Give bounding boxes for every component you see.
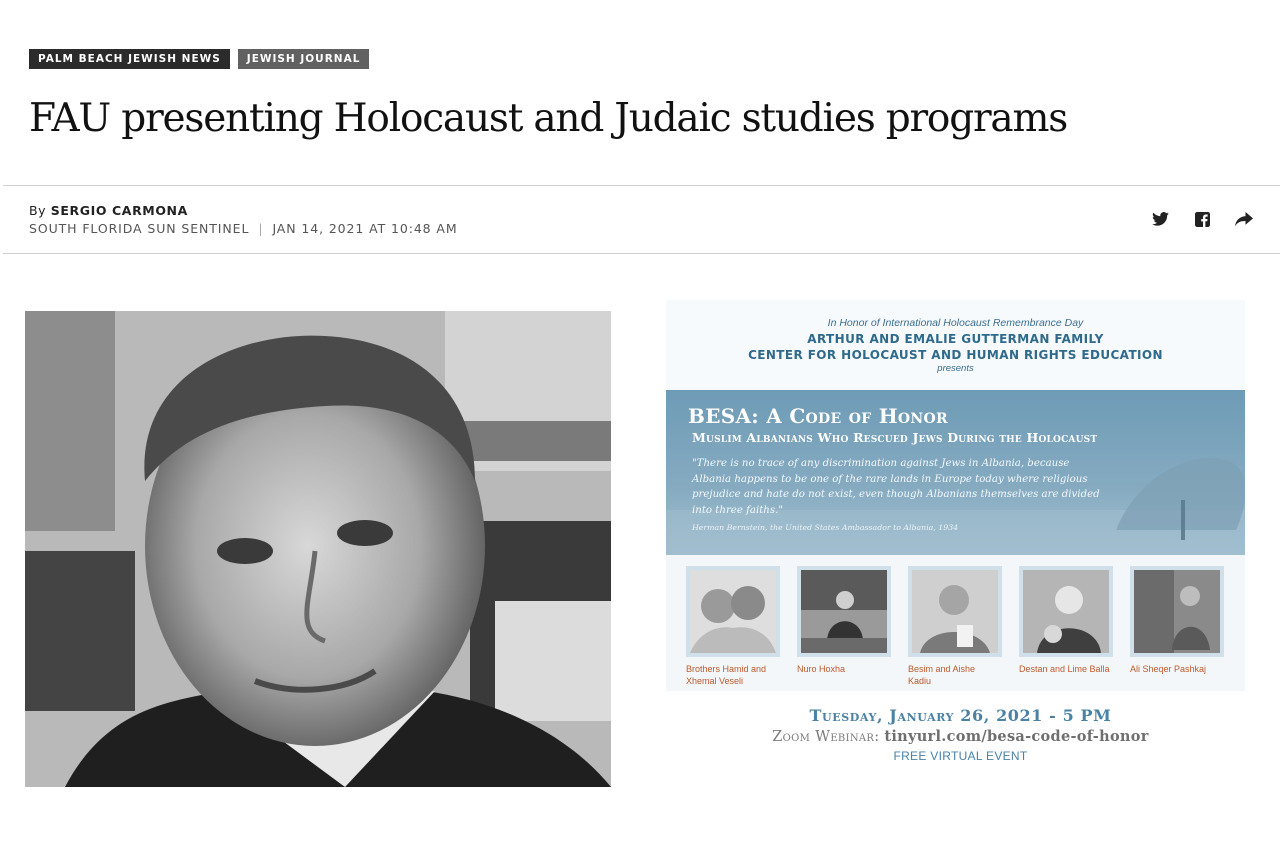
author-name[interactable]: SERGIO CARMONA — [50, 203, 188, 218]
flyer-org-line1: ARTHUR AND EMALIE GUTTERMAN FAMILY — [807, 332, 1104, 346]
flyer-title-band — [666, 390, 1245, 555]
divider-bottom — [3, 253, 1280, 254]
rescuer-caption: Ali Sheqer Pashkaj — [1130, 664, 1207, 674]
share-toolbar — [1150, 210, 1254, 228]
rescuer-caption: Brothers Hamid and Xhemal Veseli — [686, 664, 767, 686]
event-webinar — [666, 728, 1255, 745]
tag-palm-beach-jewish-news[interactable]: PALM BEACH JEWISH NEWS — [29, 49, 230, 69]
twitter-icon[interactable] — [1150, 210, 1170, 228]
flyer-quote-attribution: Herman Bernstein, the United States Ambassador to Albania, 1934 — [692, 523, 959, 532]
rescuer-photo-kadiu — [908, 566, 1002, 657]
rescuer-photo-card — [1019, 566, 1130, 687]
rescuer-photo-veseli — [686, 566, 780, 657]
publish-date: JAN 14, 2021 AT 10:48 AM — [272, 221, 458, 236]
free-event-label: FREE VIRTUAL EVENT — [893, 749, 1028, 763]
author-line — [29, 203, 458, 218]
webinar-label: Zoom Webinar: — [772, 729, 880, 745]
flyer-quote: "There is no trace of any discrimination against Jews in Albania, because Albania happens to be one of the rare lands in Europe today where religious prejudice and hate do not exist, even though Albanians themselves are divided into three faiths." — [692, 458, 1100, 516]
portrait-photo — [25, 311, 611, 787]
flyer-presents: presents — [937, 363, 974, 374]
share-arrow-icon[interactable] — [1234, 210, 1254, 228]
rescuer-photo-card — [797, 566, 908, 687]
rescuer-photo-card — [908, 566, 1019, 687]
rescuer-photo-pashkaj — [1130, 566, 1224, 657]
rescuer-photo-balla — [1019, 566, 1113, 657]
author-prefix: By — [29, 203, 47, 218]
meta-separator: | — [258, 221, 264, 236]
flyer-header — [666, 300, 1245, 390]
rescuer-caption: Besim and Aishe Kadiu — [908, 664, 976, 686]
event-flyer — [666, 300, 1245, 691]
article-headline: FAU presenting Holocaust and Judaic studies programs — [29, 96, 1068, 141]
flyer-org-line2: CENTER FOR HOLOCAUST AND HUMAN RIGHTS EDUCATION — [748, 348, 1163, 362]
divider-top — [3, 185, 1280, 186]
rescuer-photos — [686, 566, 1241, 687]
rescuer-caption: Nuro Hoxha — [797, 664, 846, 674]
byline-meta — [29, 221, 458, 236]
webinar-link[interactable]: tinyurl.com/besa-code-of-honor — [884, 728, 1149, 745]
tag-jewish-journal[interactable]: JEWISH JOURNAL — [238, 49, 370, 69]
flyer-subtitle: Muslim Albanians Who Rescued Jews During the Holocaust — [692, 430, 1098, 445]
byline — [29, 203, 458, 236]
rescuer-photo-hoxha — [797, 566, 891, 657]
event-date: Tuesday, January 26, 2021 - 5 PM — [809, 706, 1112, 725]
flyer-title: BESA: A Code of Honor — [688, 404, 948, 428]
rescuer-photo-card — [686, 566, 797, 687]
rescuer-caption: Destan and Lime Balla — [1019, 664, 1110, 674]
section-tags — [29, 49, 369, 69]
facebook-icon[interactable] — [1192, 210, 1212, 228]
rescuer-photo-card — [1130, 566, 1241, 687]
source-name: SOUTH FLORIDA SUN SENTINEL — [29, 221, 250, 236]
flyer-intro: In Honor of International Holocaust Remembrance Day — [827, 317, 1084, 329]
